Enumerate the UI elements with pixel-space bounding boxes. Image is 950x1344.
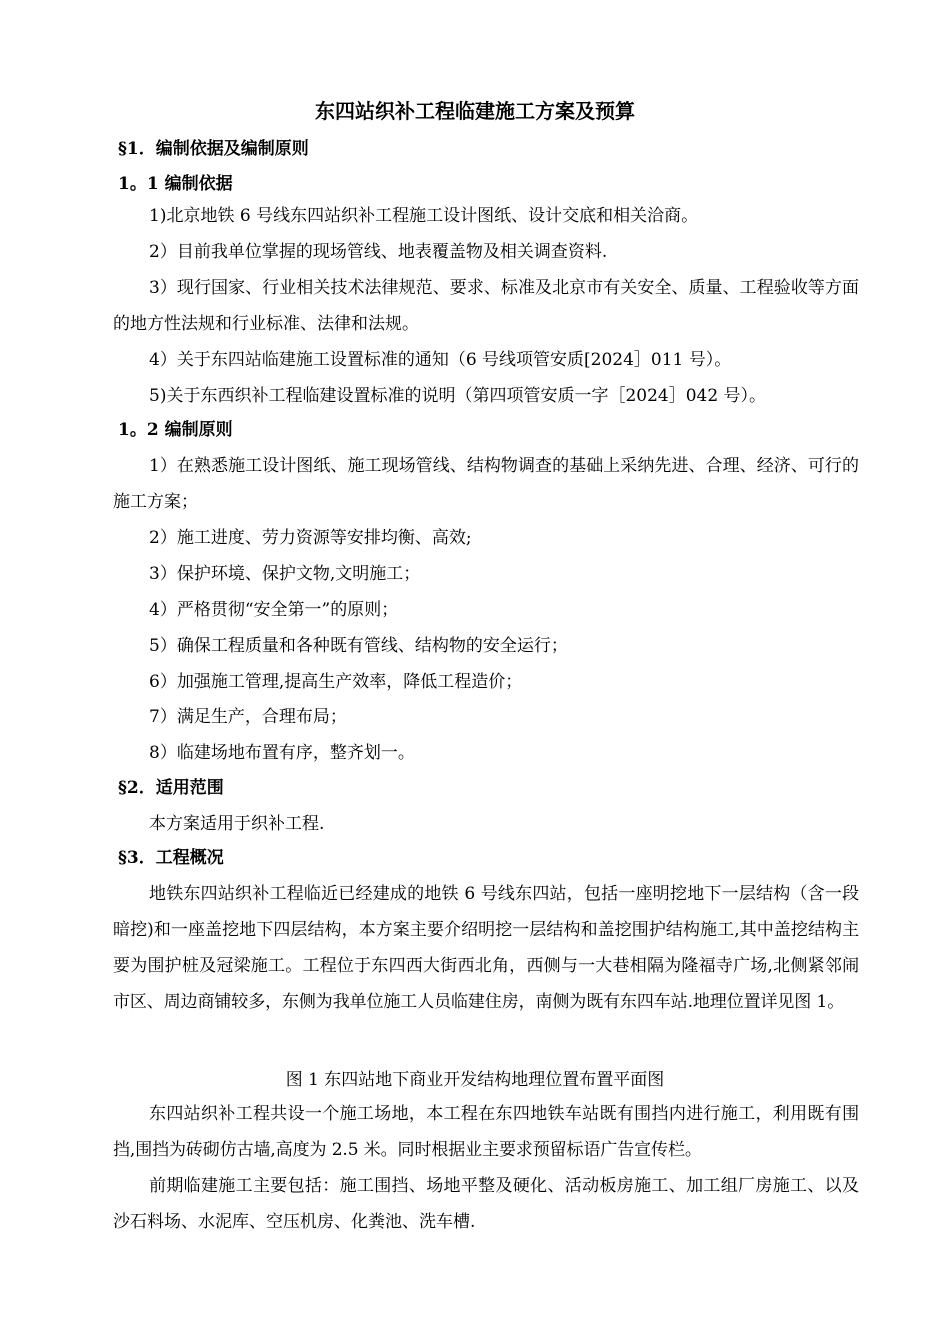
site-paragraph: 东四站织补工程共设一个施工场地，本工程在东四地铁车站既有围挡内进行施工，利用既有围挡,围挡为砖砌仿古墙,高度为 2.5 米。同时根据业主要求预留标语广告宣传栏。 [113, 1104, 859, 1160]
principle-item-2: 2）施工进度、劳力资源等安排均衡、高效; [149, 528, 472, 548]
basis-item-1: 1)北京地铁 6 号线东四站织补工程施工设计图纸、设计交底和相关洽商。 [149, 206, 699, 226]
principle-item-6: 6）加强施工管理,提高生产效率，降低工程造价； [149, 672, 523, 692]
section-3-heading: §3．工程概况 [118, 848, 224, 868]
scope-text: 本方案适用于织补工程. [149, 814, 325, 834]
overview-paragraph: 地铁东四站织补工程临近已经建成的地铁 6 号线东四站，包括一座明挖地下一层结构（含一段暗挖)和一座盖挖地下四层结构，本方案主要介绍明挖一层结构和盖挖围护结构施工,其中盖挖结构主要为围护桩及冠梁施工。工程位于东四西大街西北角，西侧与一大巷相隔为隆福寺广场,北侧紧邻闹市区、周边商铺较多，东侧为我单位施工人员临建住房，南侧为既有东四车站.地理位置详见图 1。 [113, 884, 859, 1012]
basis-item-4: 4）关于东四站临建施工设置标准的通知（6 号线项管安质[2024］011 号）。 [149, 350, 732, 370]
principle-item-8: 8）临建场地布置有序，整齐划一。 [149, 743, 415, 763]
document-title: 东四站织补工程临建施工方案及预算 [315, 99, 635, 123]
principle-item-7: 7）满足生产，合理布局； [149, 707, 347, 727]
section-1-heading: §1．编制依据及编制原则 [118, 139, 309, 159]
principle-item-1: 1）在熟悉施工设计图纸、施工现场管线、结构物调查的基础上采纳先进、合理、经济、可行的施工方案； [113, 456, 859, 512]
basis-item-5: 5)关于东西织补工程临建设置标准的说明（第四项管安质一字［2024］042 号）。 [149, 386, 767, 406]
temporary-works-paragraph: 前期临建施工主要包括：施工围挡、场地平整及硬化、活动板房施工、加工组厂房施工、以及沙石料场、水泥库、空压机房、化粪池、洗车槽. [113, 1176, 859, 1232]
section-2-heading: §2．适用范围 [118, 778, 224, 798]
basis-item-3: 3）现行国家、行业相关技术法律规范、要求、标准及北京市有关安全、质量、工程验收等方面的地方性法规和行业标准、法律和法规。 [113, 278, 859, 334]
subsection-1-2-heading: 1。2 编制原则 [118, 420, 233, 440]
principle-item-5: 5）确保工程质量和各种既有管线、结构物的安全运行； [149, 636, 568, 656]
figure-caption: 图 1 东四站地下商业开发结构地理位置布置平面图 [285, 1070, 665, 1090]
basis-item-2: 2）目前我单位掌握的现场管线、地表覆盖物及相关调查资料. [149, 242, 608, 262]
principle-item-4: 4）严格贯彻“安全第一”的原则； [149, 600, 399, 620]
principle-item-3: 3）保护环境、保护文物,文明施工； [149, 564, 421, 584]
subsection-1-1-heading: 1。1 编制依据 [118, 174, 233, 194]
